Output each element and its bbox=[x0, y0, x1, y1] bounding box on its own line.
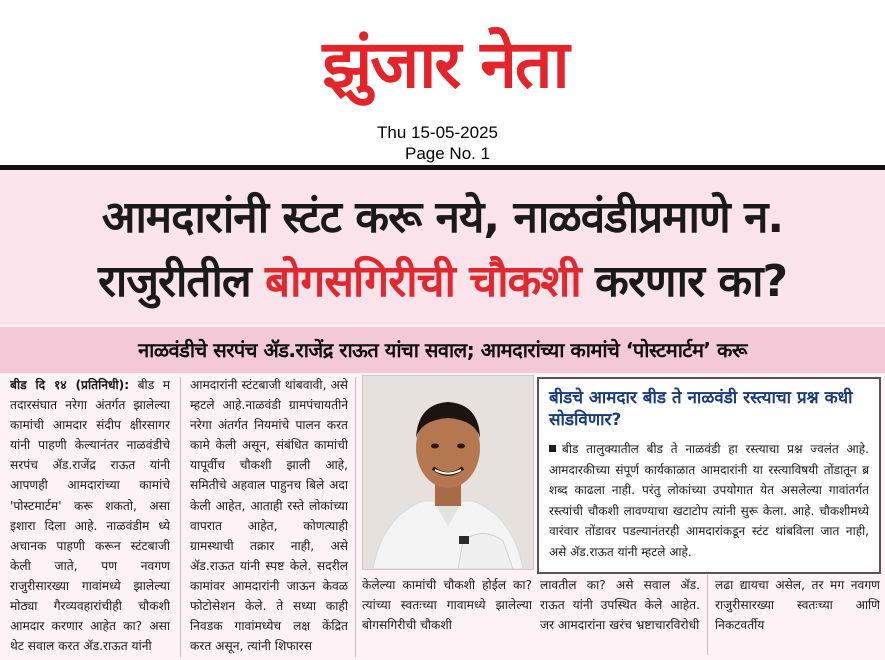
headline-block bbox=[0, 170, 885, 325]
subheadline: नाळवंडीचे सरपंच ॲड.राजेंद्र राऊत यांचा सवाल; आमदारांच्या कामांचे ‘पोस्टमार्टम’ करू bbox=[138, 338, 747, 362]
sidebar-box-body bbox=[549, 439, 869, 563]
headline-line-2-start: राजुरीतील bbox=[97, 256, 265, 307]
headline-highlight: बोगसगिरीची चौकशी bbox=[265, 256, 581, 307]
article-body bbox=[0, 375, 885, 660]
portrait-illustration bbox=[363, 376, 533, 569]
issue-date: Thu 15-05-2025 bbox=[377, 123, 498, 142]
article-column-4: लावतील का? असे सवाल ॲड. राऊत यांनी उपस्थित केले आहेत. जर आमदारांना खरंच भ्रष्टाचारविरोधी bbox=[540, 578, 700, 633]
column-divider bbox=[355, 377, 356, 657]
column-divider bbox=[180, 377, 181, 657]
masthead bbox=[0, 0, 885, 165]
sidebar-box bbox=[537, 377, 881, 574]
column-1-text: बीड म तदारसंघात नरेगा अंतर्गत झालेल्या कामांची आमदार संदीप क्षीरसागर यांनी पाहणी केल्यानंतर नाळवंडीचे सरपंच ॲड.राजेंद्र राऊत यांनी आपणही आमदारांच्या कामांचे 'पोस्टमार्टम' करू शकतो, असा इशारा दिला आहे. नाळवंडीम ध्ये अचानक पाहणी करून स्टंटबाजी केली जाते, पण नवगण राजुरीसारख्या गावांमध्ये झालेल्या मोठ्या गैरव्यवहारांचीही चौकशी आमदार करणार आहेत का? असा थेट सवाल करत ॲड.राऊत यांनी bbox=[10, 378, 170, 654]
sidebar-box-title: बीडचे आमदार बीड ते नाळवंडी रस्त्याचा प्रश्न कधी सोडविणार? bbox=[549, 388, 853, 430]
headline-line-2-end: करणार का? bbox=[580, 256, 788, 307]
article-column-1 bbox=[10, 375, 170, 660]
dateline: बीड दि १४ (प्रतिनिधी): bbox=[10, 378, 130, 392]
sidebar-box-text: बीड तालुक्यातील बीड ते नाळवंडी हा रस्त्याचा प्रश्न ज्वलंत आहे. आमदारकीच्या संपूर्ण कार्यकाळात आमदारांनी या रस्त्याविषयी तोंडातून ब्र शब्द काढला नाही. परंतु लोकांच्या उपयोगात येत असलेल्या गावांतर्गत रस्त्यांची चौकशी लावण्याचा खटाटोप त्यांनी सुरू केला. आहे. चौकशीमध्ये वारंवार तोंडावर पडल्यानंतरही आमदारांकडून स्टंट थांबविला जात नाही, असे ॲड.राऊत यांनी म्हटले आहे. bbox=[549, 442, 869, 559]
article-column-2: आमदारांनी स्टंटबाजी थांबवावी, असे म्हटले आहे.नाळवंडी ग्रामपंचायतीने नरेगा अंतर्गत नियमांचे पालन करत कामे केली असून, संबंधित कामांची यापूर्वीच चौकशी झाली आहे, समितीचे अहवाल पाहुनच बिले अदा केली आहेत, आताही रस्ते लोकांच्या वापरात आहेत, कोणत्याही ग्रामस्थाची तक्रार नाही, असे ॲड.राऊत यांनी स्पष्ट केले. सदरील कामांवर आमदारांनी जाऊन केवळ फोटोसेशन केले. ते सध्या काही निवडक गावांमध्येच लक्ष केंद्रित करत असून, त्यांनी शिफारस bbox=[190, 378, 348, 654]
article-column-5: लढा द्यायचा असेल, तर मग नवगण राजुरीसारख्या स्वतःच्या आणि निकटवर्तीय bbox=[715, 578, 880, 633]
article-column-3: केलेल्या कामांची चौकशी होईल का? त्यांच्या स्वतःच्या गावामध्ये झालेल्या बोगसगिरीची चौकशी bbox=[362, 578, 532, 633]
subheadline-bar bbox=[0, 327, 885, 373]
headline-line-2 bbox=[0, 252, 885, 312]
news-clipping bbox=[0, 170, 885, 660]
headline-line-1: आमदारांनी स्टंट करू नये, नाळवंडीप्रमाणे न. bbox=[101, 192, 784, 243]
page-number: Page No. 1 bbox=[405, 144, 491, 163]
column-divider bbox=[707, 575, 708, 655]
bullet-icon bbox=[549, 445, 556, 452]
newspaper-logo: झुंजार नेता bbox=[322, 26, 568, 103]
sarpanch-photo bbox=[362, 375, 534, 570]
